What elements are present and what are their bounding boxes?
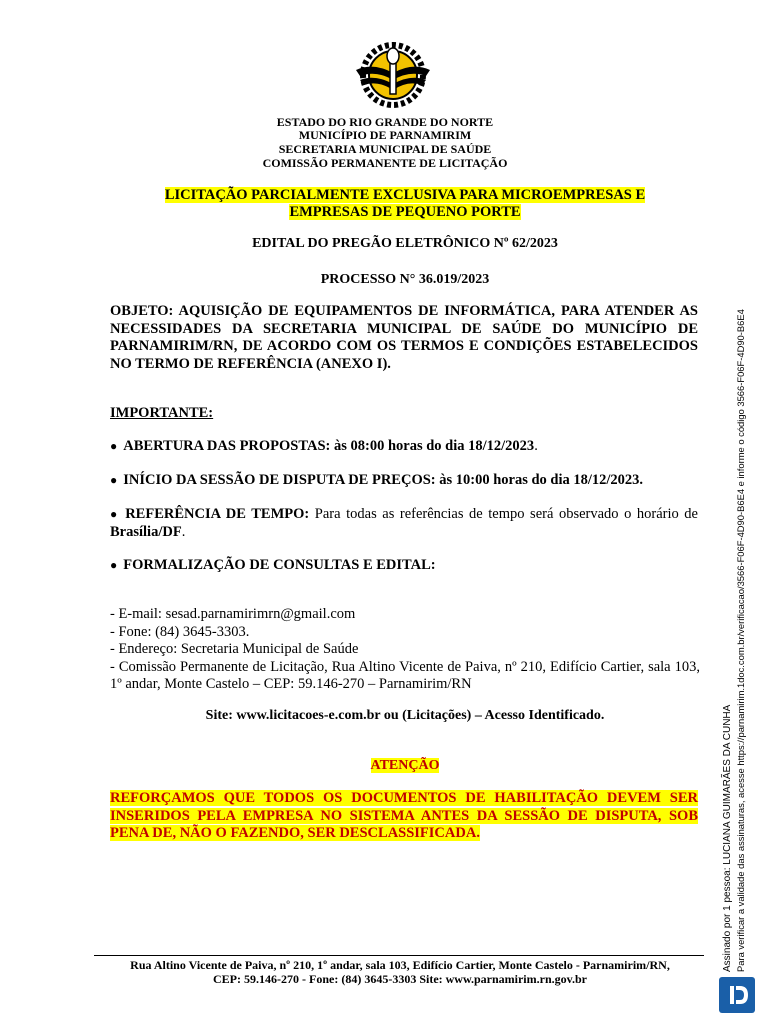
document-title-line2 [110,204,700,221]
processo-heading: PROCESSO N° 36.019/2023 [320,272,490,287]
footer-contact: CEP: 59.146-270 - Fone: (84) 3645-3303 Site: www.parnamirim.rn.gov.br [213,972,587,986]
document-title-line1 [110,187,700,204]
site-line: Site: www.licitacoes-e.com.br ou (Licitações) – Acesso Identificado. [205,708,605,723]
atencao-heading [0,758,770,774]
bullet-abertura [110,438,698,456]
verification-line: Para verificar a validade das assinaturas, acesse https://parnamirim.1doc.com.br/verificacao/3566-F06F-4D90-B6E4 e informe o código 3566-F06F-4D90-B6E4 [735,309,746,972]
referencia-text: Para todas as referências de tempo será observado o horário de [309,506,698,522]
edital-heading: EDITAL DO PREGÃO ELETRÔNICO Nº 62/2023 [252,236,558,251]
contact-commission: - Comissão Permanente de Licitação, Rua Altino Vicente de Paiva, nº 210, Edifício Cartier, sala 103, 1º andar, Monte Castelo – CEP: 59.146-270 – Parnamirim/RN [110,658,700,692]
contact-email: - E-mail: sesad.parnamirimrn@gmail.com [110,606,356,622]
bullet-dot: ● [110,473,118,487]
contact-phone: - Fone: (84) 3645-3303. [110,623,250,640]
inicio-text: INÍCIO DA SESSÃO DE DISPUTA DE PREÇOS: às 10:00 horas do dia 18/12/2023. [123,472,644,488]
formalizacao-text: FORMALIZAÇÃO DE CONSULTAS E EDITAL: [123,557,436,573]
bullet-inicio [110,472,698,490]
abertura-value: : às 08:00 horas do dia 18/12/2023 [325,438,535,454]
bullet-dot: ● [110,558,118,572]
footer-address: Rua Altino Vicente de Paiva, nº 210, 1º andar, sala 103, Edifício Cartier, Monte Castelo - Parnamirim/RN, [130,958,670,972]
importante-heading: IMPORTANTE: [110,405,214,421]
bullet-referencia [110,506,698,541]
reforco-text: REFORÇAMOS QUE TODOS OS DOCUMENTOS DE HABILITAÇÃO DEVEM SER INSERIDOS PELA EMPRESA NO SISTEMA ANTES DA SESSÃO DE DISPUTA, SOB PENA DE, NÃO O FAZENDO, SER DESCLASSIFICADA. [110,790,698,841]
header-commission: COMISSÃO PERMANENTE DE LICITAÇÃO [262,156,508,170]
referencia-label: REFERÊNCIA DE TEMPO: [125,506,310,522]
abertura-end: . [534,438,538,454]
header-municipality: MUNICÍPIO DE PARNAMIRIM [298,128,472,142]
atencao-text: ATENÇÃO [370,758,440,773]
referencia-bold: Brasília/DF [110,523,182,540]
contact-block [110,606,700,694]
municipal-coat-of-arms-icon [348,40,438,110]
header-secretariat: SECRETARIA MUNICIPAL DE SAÚDE [278,142,492,156]
bullet-dot: ● [110,507,120,521]
title-line2-text: EMPRESAS DE PEQUENO PORTE [289,204,521,220]
footer-divider [94,955,704,956]
reforco-paragraph [110,790,698,843]
contact-address: - Endereço: Secretaria Municipal de Saúde [110,641,359,657]
1doc-logo-icon[interactable] [719,977,755,1013]
title-line1-text: LICITAÇÃO PARCIALMENTE EXCLUSIVA PARA MICROEMPRESAS E [164,187,646,203]
objeto-paragraph: OBJETO: AQUISIÇÃO DE EQUIPAMENTOS DE INFORMÁTICA, PARA ATENDER AS NECESSIDADES DA SECRETARIA MUNICIPAL DE SAÚDE DO MUNICÍPIO DE PARNAMIRIM/RN, DE ACORDO COM OS TERMOS E CONDIÇÕES ESTABELECIDOS NO TERMO DE REFERÊNCIA (ANEXO I). [110,303,698,372]
bullet-dot: ● [110,439,118,453]
referencia-end: . [181,523,186,540]
bullet-formalizacao [110,557,698,575]
abertura-label: ABERTURA DAS PROPOSTAS [123,438,326,454]
signature-line: Assinado por 1 pessoa: LUCIANA GUIMARÃES DA CUNHA [722,704,733,972]
header-state: ESTADO DO RIO GRANDE DO NORTE [276,115,494,129]
